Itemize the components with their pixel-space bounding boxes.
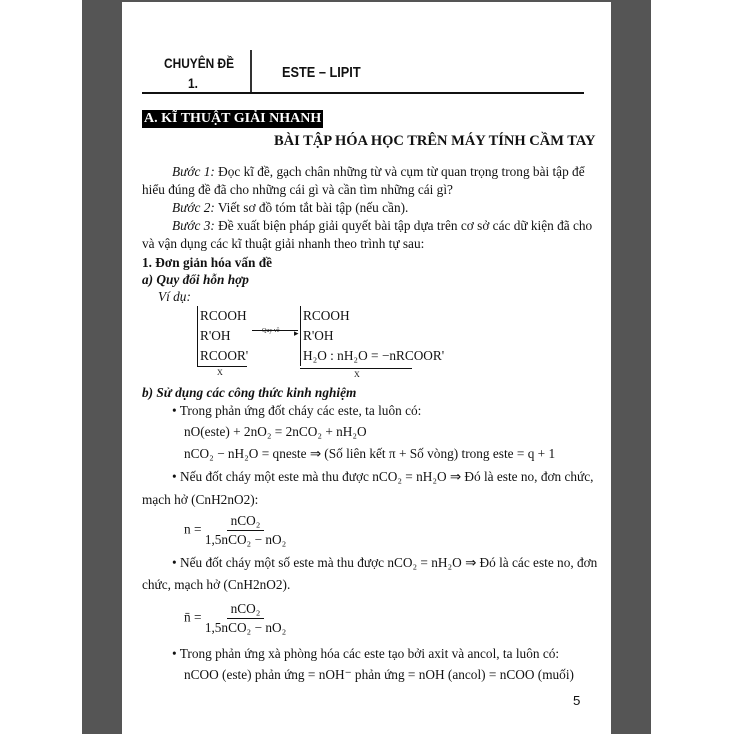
heading-a: a) Quy đổi hỗn hợp	[142, 272, 249, 287]
heading-1: 1. Đơn giản hóa vấn đề	[142, 255, 273, 270]
numerator: nCO₂	[227, 512, 265, 531]
step-text: Viết sơ đồ tóm tắt bài tập (nếu cần).	[214, 200, 409, 215]
header-divider	[250, 50, 252, 92]
denominator: 1,5nCO₂ − nO₂	[204, 532, 287, 547]
bullet-text: • Trong phản ứng đốt cháy các este, ta luôn có:	[172, 403, 422, 418]
page-number: 5	[573, 693, 581, 708]
step-text: Đề xuất biện pháp giải quyết bài tập dựa trên cơ sở các dữ kiện đã cho	[214, 218, 593, 233]
formula: RCOOH	[200, 308, 247, 323]
bullet-text: • Trong phản ứng xà phòng hóa các este tạo bởi axit và ancol, ta luôn có:	[172, 646, 560, 661]
section-heading: A. KĨ THUẬT GIẢI NHANH	[144, 111, 322, 126]
formula-lhs: n̄ =	[184, 609, 202, 625]
document-page	[122, 2, 611, 734]
header-rule	[142, 92, 584, 94]
formula-n-mean	[184, 600, 286, 637]
chapter-number: 1.	[188, 75, 198, 91]
mixture-left	[197, 306, 248, 366]
mixture-right	[300, 306, 444, 366]
step-label: Bước 3:	[172, 218, 215, 233]
step-text: Đọc kĩ đề, gạch chân những từ và cụm từ quan trọng trong bài tập để	[214, 164, 585, 179]
step-text: và vận dụng các kĩ thuật giải nhanh theo trình tự sau:	[142, 236, 425, 251]
subtitle: BÀI TẬP HÓA HỌC TRÊN MÁY TÍNH CẦM TAY	[274, 133, 596, 149]
formula-n	[184, 512, 286, 549]
bullet-text: chức, mạch hở (CnH2nO2).	[142, 577, 291, 592]
arrow-icon	[252, 330, 298, 331]
arrow-label: Quy về	[262, 328, 280, 334]
bullet-text: • Nếu đốt cháy một số este mà thu được nCO₂ = nH₂O ⇒ Đó là các este no, đơn	[172, 555, 598, 570]
equation: nCOO (este) phản ứng = nOH⁻ phản ứng = nOH (ancol) = nCOO (muối)	[184, 667, 574, 682]
formula: H₂O : nH₂O = −nRCOOR'	[303, 348, 445, 363]
step-label: Bước 2:	[172, 200, 215, 215]
equation: nCO₂ − nH₂O = qneste ⇒ (Số liên kết π + Số vòng) trong este = q + 1	[184, 446, 556, 461]
formula: R'OH	[303, 328, 334, 343]
formula: RCOOR'	[200, 348, 249, 363]
bullet-text: • Nếu đốt cháy một este mà thu được nCO₂ = nH₂O ⇒ Đó là este no, đơn chức,	[172, 469, 594, 484]
arrowhead-icon: ▸	[294, 328, 299, 338]
bullet-text: mạch hở (CnH2nO2):	[142, 492, 259, 507]
formula: RCOOH	[303, 308, 350, 323]
denominator: 1,5nCO₂ − nO₂	[204, 620, 287, 635]
example-label: Ví dụ:	[158, 289, 191, 304]
equation: nO(este) + 2nO₂ = 2nCO₂ + nH₂O	[184, 424, 367, 439]
numerator: nCO₂	[227, 600, 265, 619]
step-label: Bước 1:	[172, 164, 215, 179]
formula-lhs: n =	[184, 521, 202, 537]
chapter-title: ESTE – LIPIT	[282, 64, 361, 81]
step-text: hiểu đúng đề đã cho những cái gì và cần tìm những cái gì?	[142, 182, 453, 197]
formula: R'OH	[200, 328, 231, 343]
brace-label: X	[217, 368, 223, 377]
heading-b: b) Sử dụng các công thức kinh nghiệm	[142, 385, 357, 400]
chapter-label: CHUYÊN ĐỀ	[164, 55, 235, 71]
brace-label: X	[354, 370, 360, 379]
